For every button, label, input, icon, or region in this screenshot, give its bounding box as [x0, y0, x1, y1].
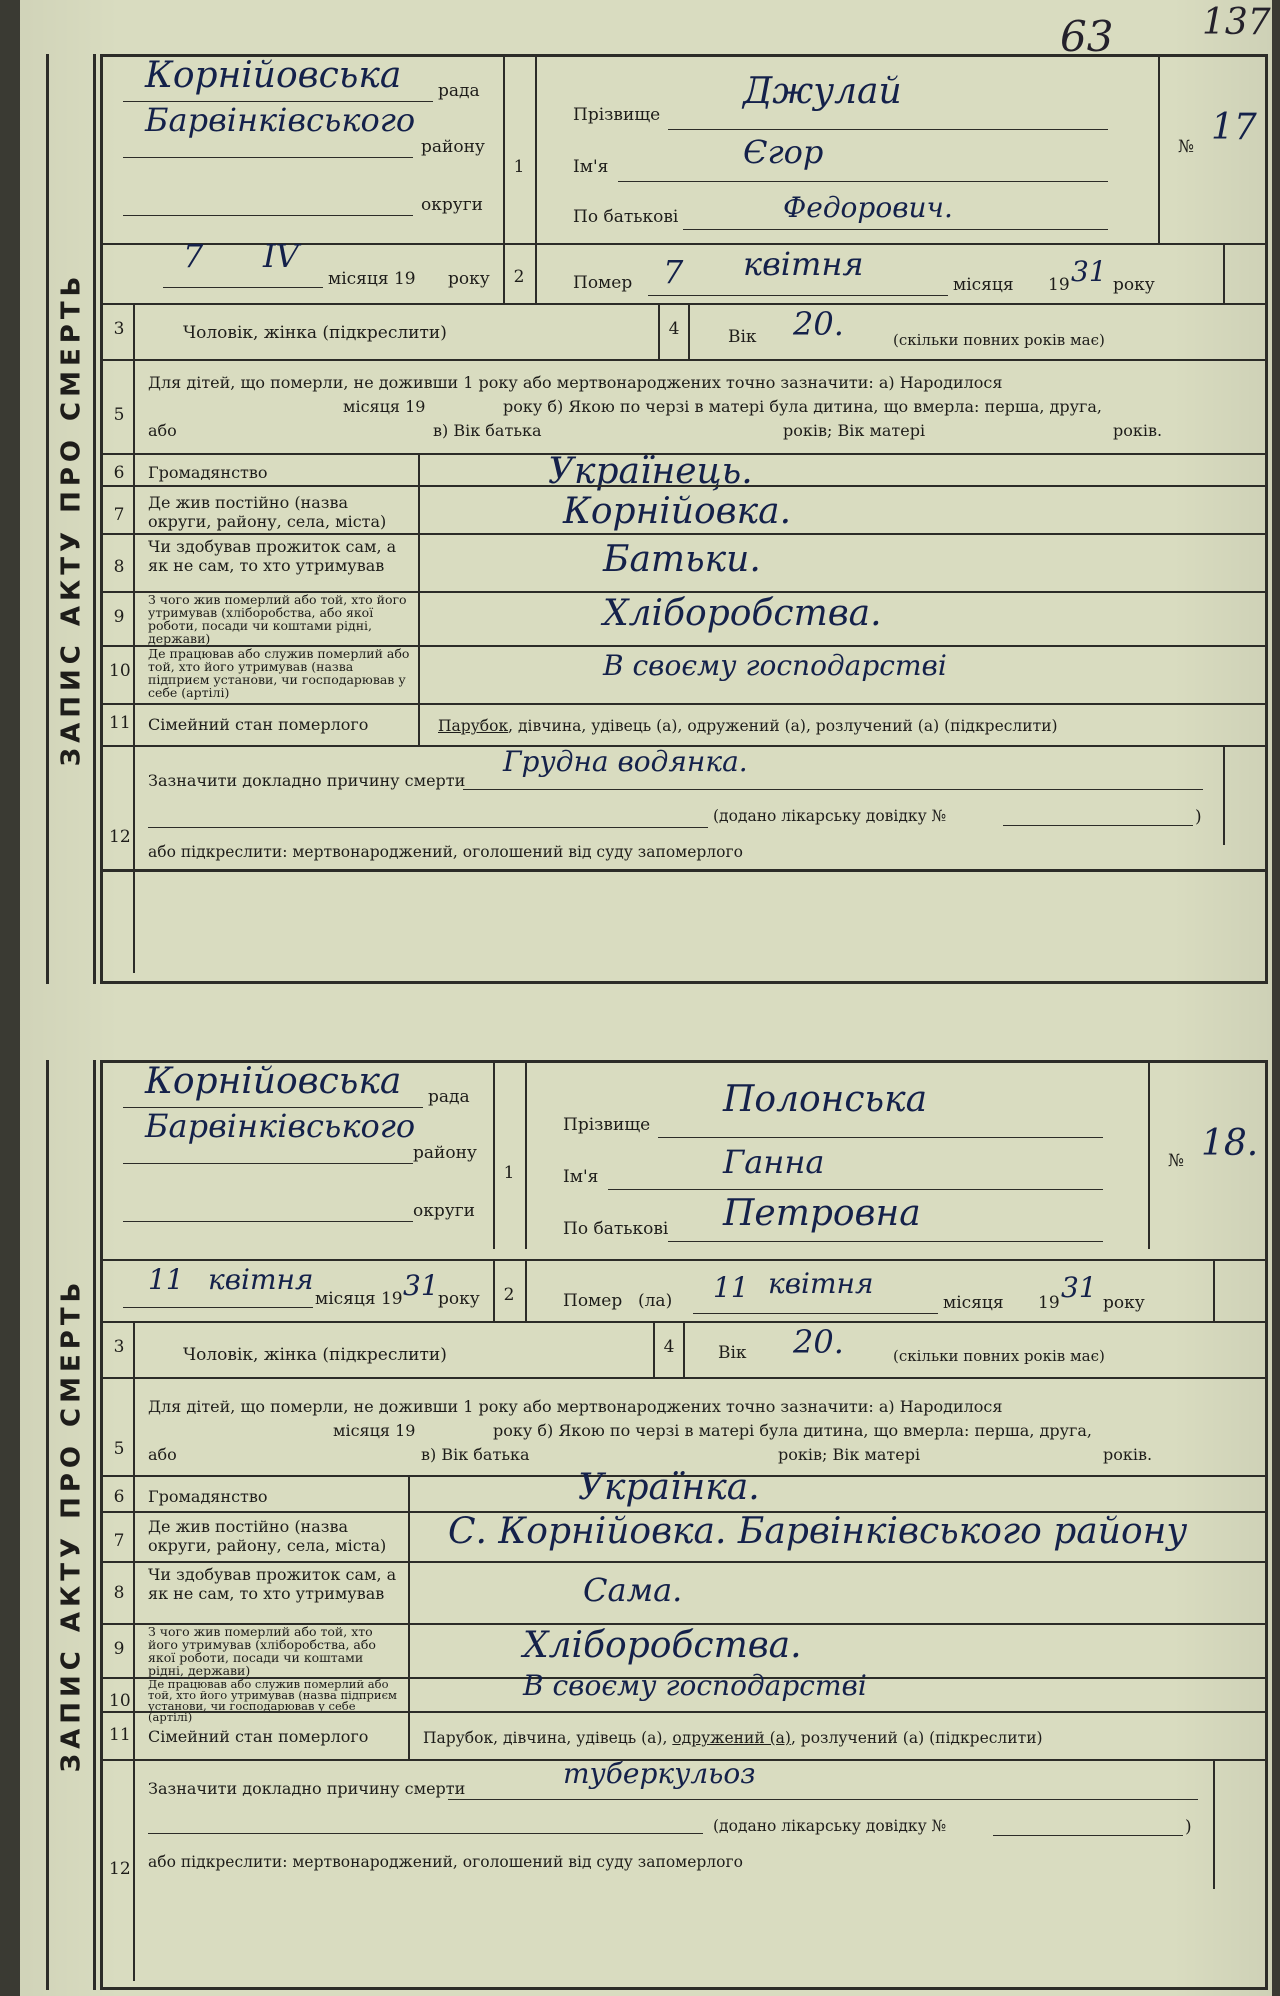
rada-value: Корнійовська: [145, 1061, 402, 1102]
row-number-10: 10: [109, 1691, 131, 1711]
name-label: Ім'я: [563, 1167, 599, 1187]
row-number-4: 4: [668, 319, 680, 339]
certificate-label: (додано лікарську довідку №: [713, 807, 947, 825]
rada-value: Корнійовська: [145, 55, 402, 96]
raion-value: Барвінківського: [145, 101, 416, 139]
row-number-10: 10: [109, 661, 131, 681]
age-value: 20.: [793, 1323, 844, 1361]
marital-options: Парубок, дівчина, удівець (а), одружений (а), розлучений (а) (підкреслити): [423, 1729, 1043, 1747]
record-month: квітня: [208, 1263, 314, 1296]
pomer-label: Помер: [573, 273, 633, 293]
marital-option-single-male: Парубок: [438, 717, 509, 735]
row-number-2: 2: [503, 1285, 515, 1305]
page-number-left: 63: [1060, 12, 1114, 61]
citizenship-label: Громадянство: [148, 463, 268, 482]
raion-label: району: [421, 137, 485, 157]
pomer-month-label: місяця: [953, 275, 1014, 295]
record-form-2: Корнійовська рада Барвінківського району округи 1 Прізвище Полонська Ім'я Ганна По батькові Петровна № 18. 11 квітня місяця 19 31 року 2 Помер (ла) 11 квітня місяця 19 31 року 3 Чоловік, жінка (підкреслити) 4 Вік 20. (скільки повних років має) 5 Для дітей, що померли, не доживши 1 року або мертвонароджених точно зазначити: а) Народилося місяця 19 року б) Якою по черзі в матері була дитина, що вмерла: перша, друга, або в) Вік батька років; Вік матері років. 6 Громадянство Українка. 7 Де жив постійно (назва округи, району, села, міста) С. Корнійовка. Барвінківського району 8 Чи здобував прожиток сам, а як не сам, то хто утримував Сама. 9 З чого жив померлий або той, хто його утримував (хліборобства, або якої роботи, посади чи коштами рідні, держави) Хліборобства. 10 Де працював або служив померлий або той, хто його утримував (назва підприєм установи, чи господарював у себе (артілі) В своєму господарстві 11 Сімейний стан померлого Парубок, дівчина, удівець (а), одружений (а), розлучений (а) (підкреслити) 12 Зазначити докладно причину смерти туберкульоз (додано лікарську довідку № ) або підкреслити: мертвонароджений, оголошений від суду запомерлого: [100, 1060, 1268, 1990]
death-day: 11: [713, 1271, 749, 1304]
gender-label: Чоловік, жінка (підкреслити): [183, 1345, 447, 1365]
row-number-8: 8: [113, 557, 125, 577]
record-year: 31: [403, 1269, 439, 1302]
record-number: 18.: [1201, 1123, 1259, 1164]
citizenship-value: Українець.: [548, 451, 753, 492]
supported-value: Батьки.: [603, 539, 761, 580]
supported-label: Чи здобував прожиток сам, а як не сам, то хто утримував: [148, 537, 397, 575]
patronymic-value: Петровна: [723, 1193, 921, 1234]
okruhy-label: округи: [421, 195, 483, 215]
raion-label: району: [413, 1143, 477, 1163]
record-number: 17: [1211, 107, 1257, 148]
name-value: Єгор: [743, 133, 824, 171]
gender-label: Чоловік, жінка (підкреслити): [183, 323, 447, 343]
death-day: 7: [663, 253, 684, 291]
age-note: (скільки повних років має): [893, 331, 1105, 349]
row-number-3: 3: [113, 1337, 125, 1357]
name-label: Ім'я: [573, 157, 609, 177]
row-number-2: 2: [513, 267, 525, 287]
row-number-4: 4: [663, 1337, 675, 1357]
age-label: Вік: [718, 1343, 747, 1363]
stillborn-note: або підкреслити: мертвонароджений, оголошений від суду запомерлого: [148, 843, 743, 861]
age-label: Вік: [728, 327, 757, 347]
cause-label: Зазначити докладно причину смерти: [148, 771, 466, 790]
income-label: З чого жив померлий або той, хто його утримував (хліборобства, або якої роботи, посади чи коштами рідні, держави): [148, 592, 407, 646]
death-year: 31: [1061, 1271, 1097, 1304]
age-value: 20.: [793, 305, 844, 343]
death-year: 31: [1071, 255, 1107, 288]
supported-value: Сама.: [583, 1571, 683, 1609]
income-value: Хліборобства.: [523, 1625, 802, 1666]
pomer-label: Помер: [563, 1291, 623, 1311]
number-label: №: [1178, 137, 1195, 157]
death-record-card-2: [40, 1060, 1268, 1990]
row-number-12: 12: [109, 1859, 131, 1879]
cause-value: туберкульоз: [563, 1757, 756, 1790]
marital-options: Парубок, дівчина, удівець (а), одружений (а), розлучений (а) (підкреслити): [438, 717, 1058, 735]
month-19-label: місяця 19: [328, 269, 416, 289]
income-value: Хліборобства.: [603, 593, 882, 634]
death-month: квітня: [743, 245, 864, 283]
surname-label: Прізвище: [573, 105, 661, 125]
number-label: №: [1168, 1151, 1185, 1171]
row-number-12: 12: [109, 827, 131, 847]
okruhy-label: округи: [413, 1201, 475, 1221]
patronymic-label: По батькові: [573, 207, 679, 227]
row-number-11: 11: [109, 713, 131, 733]
cause-value: Грудна водянка.: [503, 745, 748, 778]
surname-label: Прізвище: [563, 1115, 651, 1135]
row-number-1: 1: [513, 157, 525, 177]
row-number-11: 11: [109, 1725, 131, 1745]
row-number-8: 8: [113, 1583, 125, 1603]
name-value: Ганна: [723, 1143, 825, 1181]
year-label: року: [448, 269, 490, 289]
workplace-label: Де працював або служив померлий або той, хто його утримував (назва підприєм установи, чи господарював у себе (артілі): [148, 646, 410, 700]
patronymic-value: Федорович.: [783, 191, 953, 224]
rada-label: рада: [438, 81, 480, 101]
row-number-6: 6: [113, 463, 125, 483]
row-number-9: 9: [113, 607, 125, 627]
row-number-5: 5: [113, 405, 125, 425]
row-number-1: 1: [503, 1163, 515, 1183]
marital-option-married: одружений (а): [672, 1729, 791, 1747]
residence-label: Де жив постійно (назва округи, району, села, міста): [148, 493, 387, 531]
page-number-right: 137: [1202, 2, 1271, 43]
row-number-9: 9: [113, 1639, 125, 1659]
residence-value: Корнійовка.: [563, 491, 792, 532]
death-month: квітня: [768, 1267, 874, 1300]
record-day: 11: [148, 1263, 184, 1296]
surname-value: Джулай: [743, 71, 902, 112]
patronymic-label: По батькові: [563, 1219, 669, 1239]
row-number-3: 3: [113, 319, 125, 339]
ledger-page: [20, 0, 1272, 1996]
row-number-5: 5: [113, 1439, 125, 1459]
death-record-card-1: [40, 54, 1268, 984]
record-day: 7: [183, 237, 204, 275]
citizenship-value: Українка.: [578, 1467, 760, 1508]
workplace-value: В своєму господарстві: [603, 649, 947, 682]
marital-label: Сімейний стан померлого: [148, 715, 369, 734]
row-number-7: 7: [113, 1531, 125, 1551]
record-month: IV: [263, 237, 299, 275]
residence-value: С. Корнійовка. Барвінківського району: [448, 1511, 1188, 1552]
record-form-1: Корнійовська рада Барвінківського району округи 1 Прізвище Джулай Ім'я Єгор По батькові Федорович. № 17 7 IV місяця 19 року 2 Помер 7 квітня місяця 19 31 року 3 Чоловік, жінка (підкреслити) 4 Вік 20. (скільки повних років має) 5 Для дітей, що померли, не доживши 1 року або мертвонароджених точно зазначити: а) Народилося місяця 19 року б) Якою по черзі в матері була дитина, що вмерла: перша, друга, або в) Вік батька років; Вік матері років. 6 Громадянство Українець. 7 Де жив постійно (назва округи, району, села, міста) Корнійовка. 8 Чи здобував прожиток сам, а як не сам, то хто утримував Батьки. 9 З чого жив померлий або той, хто його утримував (хліборобства, або якої роботи, посади чи коштами рідні, держави) Хліборобства. 10 Де працював або служив померлий або той, хто його утримував (назва підприєм установи, чи господарював у себе (артілі) В своєму господарстві 11 Сімейний стан померлого Парубок, дівчина, удівець (а), одружений (а), розлучений (а) (підкреслити) 12 Зазначити докладно причину смерти Грудна водянка. (додано лікарську довідку № ) або підкреслити: мертвонароджений, оголошений від суду запомерлого: [100, 54, 1268, 984]
row-number-6: 6: [113, 1487, 125, 1507]
surname-value: Полонська: [723, 1079, 928, 1120]
raion-value: Барвінківського: [145, 1107, 416, 1145]
rada-label: рада: [428, 1087, 470, 1107]
vertical-title: ЗАПИС АКТУ ПРО СМЕРТЬ: [46, 1060, 96, 1990]
row5-line1: Для дітей, що померли, не доживши 1 року або мертвонароджених точно зазначити: а) Народилося: [148, 373, 1003, 392]
vertical-title: ЗАПИС АКТУ ПРО СМЕРТЬ: [46, 54, 96, 984]
workplace-value: В своєму господарстві: [523, 1669, 867, 1702]
row-number-7: 7: [113, 505, 125, 525]
